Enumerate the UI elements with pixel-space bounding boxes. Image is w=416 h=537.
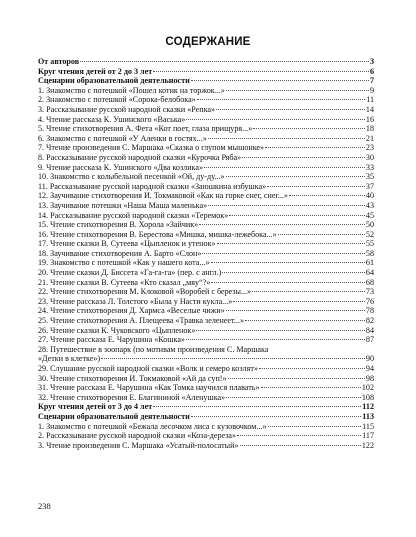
toc-entry-page: 102 (361, 383, 374, 393)
toc-entry-page: 40 (365, 191, 374, 201)
toc-entry-page: 68 (365, 277, 374, 287)
toc-entry (38, 278, 374, 288)
toc-entry (38, 201, 374, 211)
toc-entry (38, 422, 374, 432)
dot-leader (186, 339, 365, 340)
dot-leader (80, 61, 369, 62)
toc-entry-page: 45 (365, 210, 374, 220)
dot-leader (216, 109, 365, 110)
toc-entry (38, 105, 374, 115)
toc-entry (38, 134, 374, 144)
toc-entry-title: 10. Знакомство с колыбельной песенкой «Ой, ду-ду...» (38, 172, 225, 182)
toc-entry-page: 115 (362, 421, 374, 431)
toc-entry-title: 31. Чтение рассказа Е. Чарушина «Как Томка научился плавать» (38, 383, 260, 393)
toc-entry-page: 61 (365, 258, 374, 268)
toc-entry-page: 23 (365, 143, 374, 153)
toc-entry-title: 17. Чтение сказки В. Сутеева «Цыпленок и утенок» (38, 239, 216, 249)
toc-entry-title: 2. Знакомство с потешкой «Сорока-белобока» (38, 95, 196, 105)
dot-leader (226, 310, 365, 311)
toc-entry-title: 7. Чтение произведения С. Маршака «Сказка о глупом мышонке» (38, 143, 265, 153)
toc-entry (38, 115, 374, 125)
toc-entry (38, 182, 374, 192)
toc-entry-title: Сценарии образовательной деятельности (38, 76, 190, 86)
dot-leader (237, 435, 361, 436)
toc-entry (38, 172, 374, 182)
dot-leader (259, 368, 365, 369)
toc-entry-title: 6. Знакомство с потешкой «У Аленки в гостях...» (38, 133, 207, 143)
toc-entry-title: 19. Знакомство с потешкой «Как у нашего кота...» (38, 258, 210, 268)
toc-entry-title: От авторов (38, 57, 80, 66)
toc-entry (38, 95, 374, 105)
toc-section-heading (38, 76, 374, 86)
dot-leader (268, 426, 362, 427)
dot-leader (228, 378, 365, 379)
dot-leader (233, 301, 365, 302)
toc-entry-title: 1. Знакомство с потешкой «Пошел котик на торжок...» (38, 85, 225, 95)
toc-entry-title: 14. Рассказывание русской народной сказки «Теремок» (38, 210, 229, 220)
toc-entry-page: 98 (365, 373, 374, 383)
table-of-contents (38, 57, 374, 450)
toc-entry-page: 43 (365, 200, 374, 210)
toc-entry-title: 26. Чтение сказки К. Чуковского «Цыпленок» (38, 325, 196, 335)
dot-leader (278, 234, 365, 235)
toc-entry-title: 2. Рассказывание русской народной сказки «Коза-дереза» (38, 431, 237, 441)
toc-entry-page: 16 (365, 114, 374, 124)
toc-entry-title: 28. Путешествие в зоопарк (по мотивам произведения С. Маршака (38, 344, 269, 354)
toc-entry-title: 24. Чтение стихотворения Д. Хармса «Веселые чижи» (38, 306, 225, 316)
dot-leader (202, 253, 364, 254)
toc-entry (38, 316, 374, 326)
toc-entry (38, 153, 374, 163)
toc-entry-page: 113 (362, 411, 374, 421)
toc-entry (38, 211, 374, 221)
toc-entry-page: 30 (365, 152, 374, 162)
toc-entry-title: 8. Рассказывание русской народной сказки «Курочка Ряба» (38, 152, 242, 162)
toc-entry-page: 52 (365, 229, 374, 239)
toc-entry (38, 345, 374, 355)
dot-leader (197, 99, 365, 100)
toc-entry-page: 18 (365, 124, 374, 134)
toc-entry (38, 374, 374, 384)
toc-entry (38, 306, 374, 316)
toc-entry (38, 239, 374, 249)
toc-entry (38, 124, 374, 134)
toc-entry-title: 21. Чтение сказки В. Сутеева «Кто сказал „мяу“?» (38, 277, 211, 287)
toc-entry-title: 3. Чтение произведения С. Маршака «Усатый-полосатый» (38, 440, 239, 450)
page-number: 238 (38, 501, 51, 511)
toc-entry-title: 27. Чтение рассказа Е. Чарушина «Кошка» (38, 335, 185, 345)
toc-entry-title: 4. Чтение рассказа К. Ушинского «Васька» (38, 114, 186, 124)
dot-leader (101, 358, 365, 359)
dot-leader (289, 195, 365, 196)
toc-entry (38, 364, 374, 374)
toc-entry-title: Сценарии образовательной деятельности (38, 411, 190, 421)
toc-entry-title: 12. Заучивание стихотворения И. Токмаковой «Как на горке снег, снег...» (38, 191, 288, 201)
toc-entry-page: 84 (365, 325, 374, 335)
toc-entry (38, 431, 374, 441)
toc-entry-page: 50 (365, 220, 374, 230)
toc-entry-page: 108 (361, 392, 374, 402)
toc-entry-page: 117 (362, 431, 374, 441)
dot-leader (153, 71, 369, 72)
toc-entry (38, 220, 374, 230)
toc-entry-title: 9. Чтение рассказа К. Ушинского «Два козлика» (38, 162, 203, 172)
toc-entry-page: 122 (361, 440, 374, 450)
dot-leader (261, 387, 361, 388)
toc-entry (38, 297, 374, 307)
dot-leader (226, 90, 369, 91)
dot-leader (211, 262, 365, 263)
toc-entry-page: 64 (365, 268, 374, 278)
toc-entry (38, 354, 374, 364)
toc-entry-title: Круг чтения детей от 2 до 3 лет (38, 66, 153, 76)
toc-entry-title: 23. Чтение рассказа Л. Толстого «Была у Насти кукла...» (38, 296, 233, 306)
toc-section-heading (38, 412, 374, 422)
dot-leader (265, 147, 365, 148)
toc-entry-page: 76 (365, 296, 374, 306)
toc-entry-title: 25. Чтение стихотворения А. Плещеева «Травка зеленеет...» (38, 316, 245, 326)
toc-entry-page: 3 (369, 57, 374, 66)
toc-entry (38, 441, 374, 451)
toc-section-heading (38, 67, 374, 77)
dot-leader (196, 330, 365, 331)
toc-entry-page: 82 (365, 316, 374, 326)
toc-entry-title: 20. Чтение сказки Д. Биссета «Га-га-га» (пер. с англ.) (38, 268, 222, 278)
toc-entry (38, 287, 374, 297)
dot-leader (226, 397, 361, 398)
toc-entry-title: 32. Чтение стихотворения Е. Благининой «Аленушка» (38, 392, 226, 402)
toc-entry-title: 5. Чтение стихотворения А. Фета «Кот поет, глаза прищуря...» (38, 124, 253, 134)
toc-entry-title: 11. Рассказывание русской народной сказки «Заюшкина избушка» (38, 181, 267, 191)
toc-entry-page: 55 (365, 239, 374, 249)
toc-entry (38, 163, 374, 173)
dot-leader (186, 119, 365, 120)
dot-leader (191, 80, 369, 81)
toc-entry-title: Круг чтения детей от 3 до 4 лет (38, 402, 153, 412)
dot-leader (208, 138, 365, 139)
toc-entry-title: 15. Чтение стихотворения В. Хорола «Зайчик» (38, 220, 199, 230)
toc-entry-page: 9 (369, 85, 374, 95)
dot-leader (242, 157, 365, 158)
toc-entry-page: 7 (369, 76, 374, 86)
toc-entry (38, 230, 374, 240)
toc-entry-page: 11 (366, 95, 374, 105)
dot-leader (222, 272, 365, 273)
toc-entry-page: 87 (365, 335, 374, 345)
toc-entry-page: 90 (365, 354, 374, 364)
toc-entry-page: 21 (365, 133, 374, 143)
toc-entry (38, 191, 374, 201)
toc-entry (38, 393, 374, 403)
toc-entry-title: 3. Рассказывание русской народной сказки «Репка» (38, 104, 216, 114)
dot-leader (253, 128, 365, 129)
toc-entry (38, 143, 374, 153)
toc-entry (38, 335, 374, 345)
dot-leader (217, 243, 365, 244)
dot-leader (226, 176, 365, 177)
toc-entry-page: 73 (365, 287, 374, 297)
dot-leader (204, 167, 365, 168)
toc-entry-page: 35 (365, 172, 374, 182)
toc-entry-title: 16. Чтение стихотворения В. Берестова «Мишка, мишка-лежебока...» (38, 229, 277, 239)
toc-entry (38, 258, 374, 268)
toc-entry-page: 78 (365, 306, 374, 316)
dot-leader (245, 320, 365, 321)
toc-entry-page: 94 (365, 364, 374, 373)
toc-entry-title: 18. Заучивание стихотворения А. Барто «Слон» (38, 248, 202, 258)
toc-section-heading (38, 57, 374, 67)
dot-leader (240, 445, 361, 446)
dot-leader (211, 282, 365, 283)
toc-entry-title: «Детки в клетке») (38, 354, 101, 364)
toc-entry-page: 37 (365, 181, 374, 191)
toc-entry-title: 30. Чтение стихотворения И. Токмаковой «Ай да суп!» (38, 373, 227, 383)
toc-entry-page: 6 (369, 66, 374, 76)
toc-entry (38, 268, 374, 278)
dot-leader (267, 186, 365, 187)
page-title: СОДЕРЖАНИЕ (165, 36, 251, 48)
toc-entry-title: 13. Заучивание потешки «Наша Маша маленька» (38, 200, 208, 210)
toc-entry-page: 14 (365, 104, 374, 114)
dot-leader (199, 224, 365, 225)
dot-leader (208, 205, 365, 206)
dot-leader (252, 291, 365, 292)
toc-entry (38, 383, 374, 393)
toc-entry (38, 326, 374, 336)
toc-entry-title: 22. Чтение стихотворения М. Клоковой «Воробей с березы...» (38, 287, 252, 297)
dot-leader (153, 406, 361, 407)
toc-entry-page: 33 (365, 162, 374, 172)
toc-entry (38, 249, 374, 259)
toc-entry-title: 1. Знакомство с потешкой «Бежала лесочком лиса с кузовочком...» (38, 421, 267, 431)
toc-entry-page: 112 (362, 402, 374, 412)
dot-leader (229, 215, 365, 216)
toc-section-heading (38, 402, 374, 412)
toc-entry-title: 29. Слушание русской народной сказки «Волк и семеро козлят» (38, 364, 258, 373)
toc-entry (38, 86, 374, 96)
dot-leader (191, 416, 362, 417)
toc-entry-page: 58 (365, 248, 374, 258)
